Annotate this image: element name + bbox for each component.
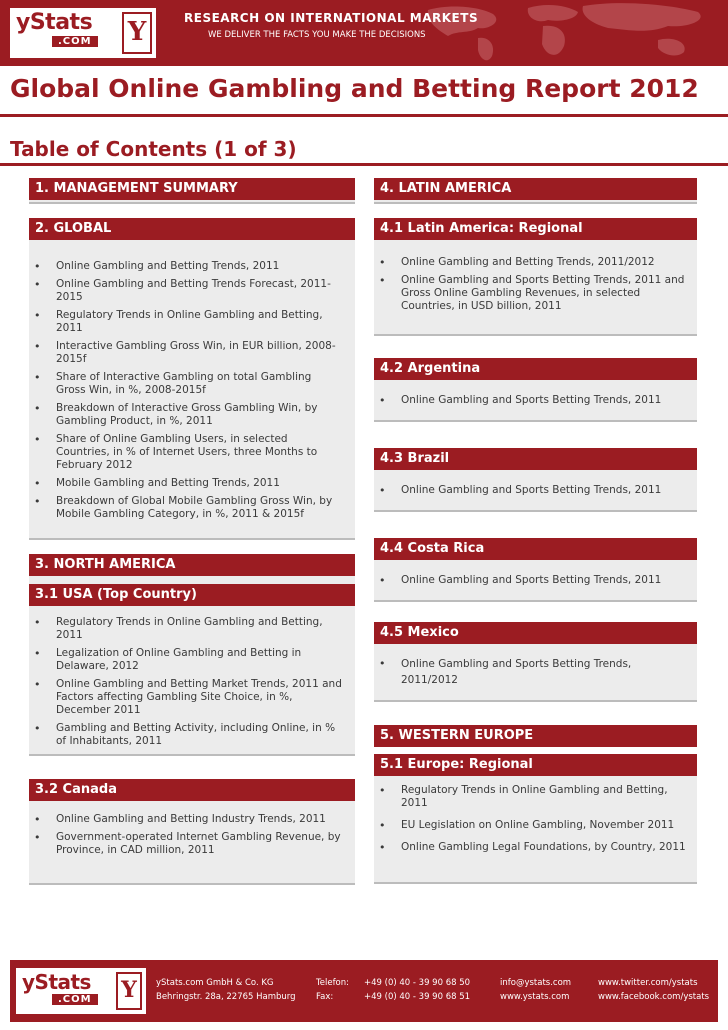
list-item: • Breakdown of Global Mobile Gambling Gross Win, by Mobile Gambling Category, in %, 2011 & 2015f	[31, 495, 343, 521]
list-item: • Interactive Gambling Gross Win, in EUR billion, 2008-2015f	[31, 340, 343, 366]
footer-company: yStats.com GmbH & Co. KG	[156, 978, 274, 988]
list-item: • Online Gambling and Sports Betting Trends, 2011 and Gross Online Gambling Revenues, in selected Countries, in USD billion, 2011	[376, 274, 686, 313]
section-label-4-2[interactable]: 4.2 Argentina	[374, 358, 697, 380]
world-map-graphic	[408, 0, 728, 66]
section-label-2[interactable]: 2. GLOBAL	[29, 218, 355, 240]
footer-logo-y-mark: Y	[116, 972, 142, 1010]
mexico-item-list	[376, 656, 646, 693]
toc-title: Table of Contents (1 of 3)	[10, 137, 297, 161]
ystats-logo[interactable]	[8, 6, 158, 60]
list-item: • Online Gambling and Sports Betting Trends, 2011	[376, 484, 686, 497]
list-item: • Share of Interactive Gambling on total Gambling Gross Win, in %, 2008-2015f	[31, 371, 343, 397]
footer-logo-text: yStats	[22, 970, 91, 994]
list-item: • EU Legislation on Online Gambling, November 2011	[376, 819, 686, 832]
list-item: • Online Gambling and Betting Market Trends, 2011 and Factors affecting Gambling Site Choice, in %, December 2011	[31, 678, 343, 717]
footer-tel: +49 (0) 40 - 39 90 68 50	[364, 978, 471, 988]
list-item: • Online Gambling and Betting Trends, 2011	[31, 260, 343, 273]
section-label-1[interactable]: 1. MANAGEMENT SUMMARY	[29, 178, 355, 200]
list-item: • Regulatory Trends in Online Gambling and Betting, 2011	[31, 309, 343, 335]
list-item: • Legalization of Online Gambling and Betting in Delaware, 2012	[31, 647, 343, 673]
logo-y-mark: Y	[122, 12, 152, 54]
page-footer	[10, 960, 718, 1022]
footer-email-link[interactable]: info@ystats.com	[500, 978, 572, 988]
argentina-item-list	[376, 394, 686, 412]
list-item: • Share of Online Gambling Users, in selected Countries, in % of Internet Users, three Months to February 2012	[31, 433, 343, 472]
list-item: • Regulatory Trends in Online Gambling and Betting, 2011	[31, 616, 343, 642]
list-item: • Online Gambling and Sports Betting Trends, 2011/2012	[376, 656, 646, 688]
section-label-3-2[interactable]: 3.2 Canada	[29, 779, 355, 801]
footer-web-link[interactable]: www.ystats.com	[500, 992, 570, 1002]
list-item: • Mobile Gambling and Betting Trends, 2011	[31, 477, 343, 490]
title-divider	[0, 114, 728, 117]
brazil-item-list	[376, 484, 686, 502]
list-item: • Online Gambling and Betting Trends Forecast, 2011-2015	[31, 278, 343, 304]
section-label-4-3[interactable]: 4.3 Brazil	[374, 448, 697, 470]
footer-fax-label: Fax:	[316, 992, 334, 1002]
usa-item-list	[31, 616, 343, 753]
list-item: • Online Gambling and Sports Betting Trends, 2011	[376, 574, 686, 587]
section-label-4-5[interactable]: 4.5 Mexico	[374, 622, 697, 644]
list-item: • Gambling and Betting Activity, including Online, in % of Inhabitants, 2011	[31, 722, 343, 748]
footer-fax: +49 (0) 40 - 39 90 68 51	[364, 992, 471, 1002]
footer-twitter-link[interactable]: www.twitter.com/ystats	[598, 978, 698, 988]
list-item: • Online Gambling and Betting Trends, 2011/2012	[376, 256, 686, 269]
list-item: • Online Gambling and Sports Betting Trends, 2011	[376, 394, 686, 407]
section-label-4-1[interactable]: 4.1 Latin America: Regional	[374, 218, 697, 240]
section-label-4[interactable]: 4. LATIN AMERICA	[374, 178, 697, 200]
list-item: • Regulatory Trends in Online Gambling and Betting, 2011	[376, 784, 686, 810]
footer-facebook-link[interactable]: www.facebook.com/ystats	[598, 992, 710, 1002]
logo-com: .COM	[52, 36, 98, 47]
footer-logo-com: .COM	[52, 994, 98, 1005]
footer-tel-label: Telefon:	[316, 978, 350, 988]
subtitle-divider	[0, 163, 728, 166]
latam-item-list	[376, 256, 686, 318]
costa-rica-item-list	[376, 574, 686, 592]
footer-ystats-logo[interactable]	[14, 966, 148, 1016]
global-item-list	[31, 260, 343, 526]
section-label-3[interactable]: 3. NORTH AMERICA	[29, 554, 355, 576]
section-label-5[interactable]: 5. WESTERN EUROPE	[374, 725, 697, 747]
list-item: • Breakdown of Interactive Gross Gambling Win, by Gambling Product, in %, 2011	[31, 402, 343, 428]
list-item: • Online Gambling and Betting Industry Trends, 2011	[31, 813, 343, 826]
logo-text: yStats	[16, 10, 93, 35]
section-label-4-4[interactable]: 4.4 Costa Rica	[374, 538, 697, 560]
tagline-sub: WE DELIVER THE FACTS YOU MAKE THE DECISIONS	[208, 30, 426, 40]
page-header	[0, 0, 728, 66]
canada-item-list	[31, 813, 343, 862]
list-item: • Online Gambling Legal Foundations, by Country, 2011	[376, 841, 686, 854]
tagline-main: RESEARCH ON INTERNATIONAL MARKETS	[184, 11, 479, 25]
list-item: • Government-operated Internet Gambling Revenue, by Province, in CAD million, 2011	[31, 831, 343, 857]
section-label-3-1[interactable]: 3.1 USA (Top Country)	[29, 584, 355, 606]
footer-address: Behringstr. 28a, 22765 Hamburg	[156, 992, 296, 1002]
report-title: Global Online Gambling and Betting Report 2012	[10, 74, 699, 103]
section-label-5-1[interactable]: 5.1 Europe: Regional	[374, 754, 697, 776]
europe-item-list	[376, 784, 686, 859]
